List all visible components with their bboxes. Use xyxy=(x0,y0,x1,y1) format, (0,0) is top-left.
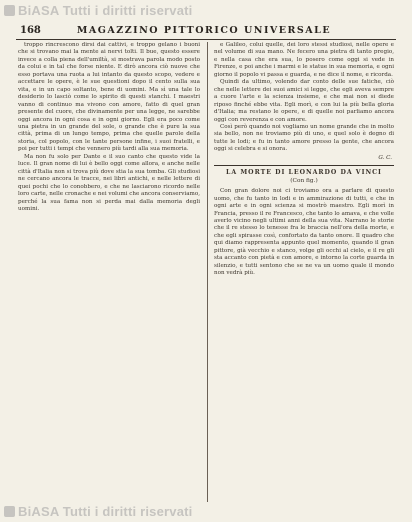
watermark-bottom-text: BiASA Tutti i diritti riservati xyxy=(18,504,193,519)
page-number: 168 xyxy=(20,25,41,36)
watermark-bottom xyxy=(4,504,193,519)
watermark-top xyxy=(4,3,193,18)
section-title: LA MORTE DI LEONARDO DA VINCI xyxy=(226,169,382,177)
right-paragraph-2: Quindi da ultimo, volendo dar conto delle sue fatiche, ciò che nelle lettere dei suoi amici si legge, che egli aveva sempre a cuore l'arte e la scienza insieme, e che mai non si diede riposo finché ebbe vita. Egli morì, e con lui la più bella gloria d'Italia; ma restano le opere, e di quelle noi parliamo ancora oggi con reverenza e con amore. xyxy=(214,79,394,123)
article-signoff: G. C. xyxy=(378,154,392,161)
left-paragraph-1: troppo rincrescono dirsi dai cattivi, e troppo gelano i buoni che si trovano mai la mente ai nervi tolti. Il bue, questo essere invece a colla piena dell'umiltà, si mostrava parola modo posto da colui e in tal che forse niente. E dirò ancora ciò nuove che esso portava una ruota a lui intanto da questo scopo, vedere e accettare le opere, è le sue questioni dopo il cento sulla sua vita, e in un capo soltanto, bene di uomini. Ma sì una tale lo desiderio lo lasciò come lo spirito di questi stanchi. I maestri vanno di continuo ma vivono con amore, fatto di quel gran presente del cuore, che divinamente per una legge, ne sarebbe oggi ancora in ogni cosa e in ogni giorno. Egli era poco come una pietra in un grande del sole, o grande che è pure la sua città, prima di un lungo tempo, prima che quelle parole della storia, col popolo, con le tante persone infine, i suoi fratelli, e poi per tutti i tempi che vennero più tardi alla sua memoria. xyxy=(18,42,200,153)
watermark-top-text: BiASA Tutti i diritti riservati xyxy=(18,3,193,18)
library-logo-icon xyxy=(4,506,15,517)
library-logo-icon xyxy=(4,5,15,16)
left-column xyxy=(18,42,200,504)
right-column xyxy=(214,42,394,504)
column-divider xyxy=(207,42,208,502)
section-subtitle: (Con fig.) xyxy=(290,177,318,184)
header-rule xyxy=(16,39,396,40)
section-rule-top xyxy=(214,165,394,166)
page-header xyxy=(14,24,394,38)
right-paragraph-3: Così però quando noi vogliamo un nome grande che in molto sia bello, non ne troviamo più di uno, e quel solo è degno di tutte le lodi; e fu in tanto amore presso la gente, che ancora oggi si celebra e si onora. xyxy=(214,123,394,153)
running-title: MAGAZZINO PITTORICO UNIVERSALE xyxy=(76,25,332,36)
left-paragraph-2: Ma non fu solo per Dante e il suo canto che questo vide la luce. Il gran nome di lui è bello oggi come allora, e anche nelle città d'Italia non si trova più dove stia la sua tomba. Gli studiosi ne cercano ancora le tracce, nei libri antichi, e nelle lettere di quei pochi che lo conobbero, e che ne lasciarono ricordo nelle loro carte, nelle cronache e nei volumi che ancora conserviamo, perché la sua fama non si perda mai dalla memoria degli uomini. xyxy=(18,153,200,212)
section-paragraph-1: Con gran dolore noi ci troviamo ora a parlare di questo uomo, che fu tanto in lodi e in ammirazione di tutti, e che in ogni arte e in ogni scienza si mostrò maestro. Egli morì in Francia, presso il re Francesco, che tanto lo amava, e che volle averlo vicino negli ultimi anni della sua vita. Narrano le storie che il re stesso lo tenesse fra le braccia nell'ora della morte, e che egli spirasse così, confortato da tanto onore. Il quadro che qui diamo rappresenta appunto quel momento, quando il gran pittore, già vecchio e stanco, volge gli occhi al cielo, e il re gli sta accanto con pietà e con amore, e intorno la corte guarda in silenzio, e tutti sentono che se ne va un uomo quale il mondo non vedrà più. xyxy=(214,188,394,277)
right-paragraph-1: e Galileo, colui quelle, dei loro stessi studiosi, nelle opere e nel volume di sua mano. Ne fecero una pietra di tanto pregio, e nella casa che era sua, lo posero come oggi si vede in Firenze, e poi anche i marmi e le statue in sua memoria, e ogni giorno il popolo vi passa e guarda, e ne dice il nome, e ricorda. xyxy=(214,42,394,78)
